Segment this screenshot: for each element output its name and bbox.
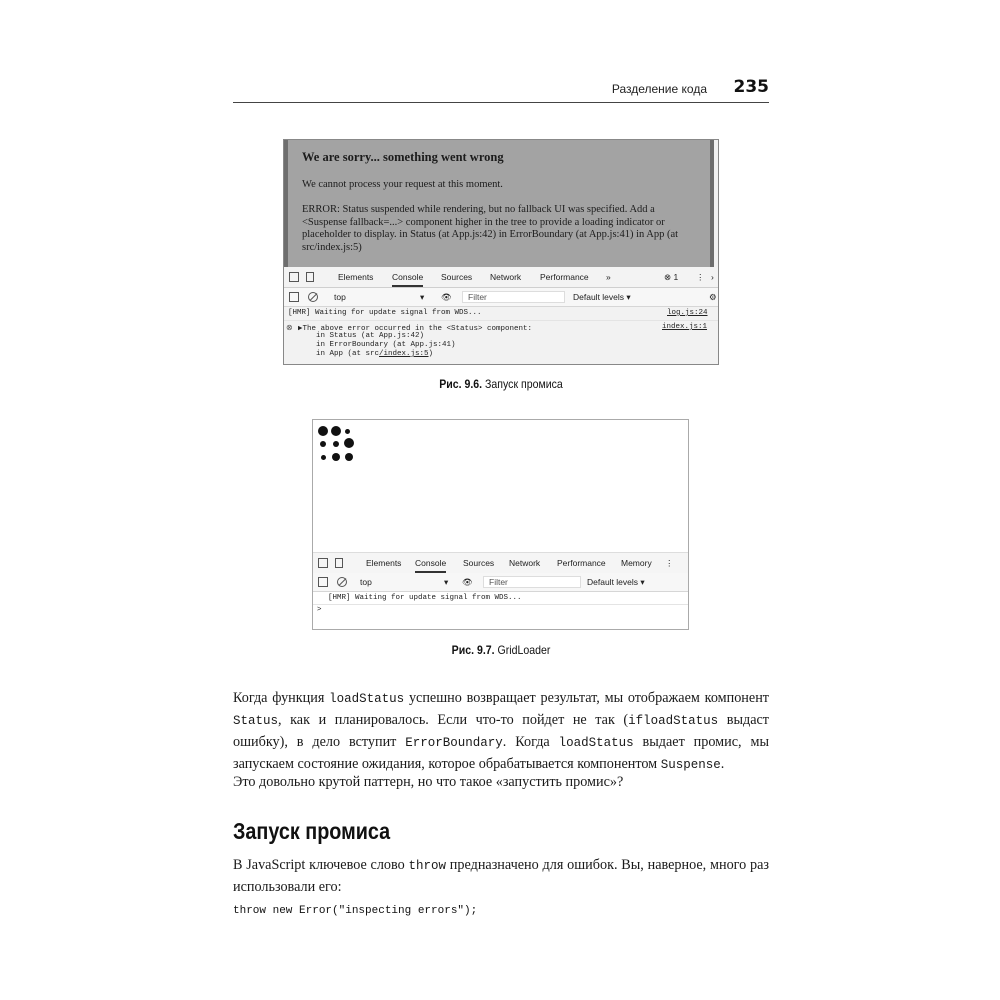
error-source-link[interactable]: index.js:1 (662, 323, 708, 331)
inspect-element-icon[interactable] (289, 272, 299, 282)
console-error-line-3: in ErrorBoundary (at App.js:41) (298, 341, 456, 349)
console-toolbar (284, 288, 718, 307)
paragraph-3 (233, 855, 769, 898)
tab-console[interactable]: Console (392, 272, 423, 287)
eye-icon[interactable]: 👁 (441, 292, 452, 302)
loader-dot (331, 426, 341, 436)
console-log-hmr: [HMR] Waiting for update signal from WDS... (328, 594, 522, 602)
loader-dot (344, 438, 354, 448)
device-toolbar-icon[interactable] (335, 558, 343, 568)
inline-code: loadStatus (558, 736, 634, 750)
devtools-tab-bar-2 (313, 552, 688, 574)
console-error-line-2: in Status (at App.js:42) (298, 332, 425, 340)
tab-performance[interactable]: Performance (557, 558, 606, 568)
device-toolbar-icon[interactable] (306, 272, 314, 282)
text: Когда функция (233, 690, 330, 706)
console-error-line-1[interactable]: ▶The above error occurred in the <Status> component: (298, 325, 533, 333)
inline-code: throw (408, 859, 447, 873)
chapter-title: Разделение кода (611, 82, 707, 96)
console-prompt[interactable]: > (317, 606, 322, 614)
log-divider (313, 604, 688, 605)
loader-dot (332, 453, 340, 461)
text: выдаст ошибку), в дело вступит (233, 712, 769, 750)
inline-code: ifloadStatus (628, 714, 719, 728)
figure-9-6-caption (265, 377, 737, 391)
log-levels-dropdown[interactable]: Default levels ▾ (587, 577, 645, 587)
text: . Когда (502, 734, 559, 750)
filter-input[interactable] (462, 291, 565, 303)
context-dropdown-icon[interactable]: ▾ (420, 292, 425, 302)
loader-dot (333, 441, 339, 447)
log-levels-dropdown[interactable]: Default levels ▾ (573, 292, 631, 302)
tab-elements[interactable]: Elements (366, 558, 402, 568)
close-devtools-icon[interactable]: › (711, 272, 714, 282)
inline-code: ErrorBoundary (405, 736, 503, 750)
clear-console-icon[interactable] (308, 292, 318, 302)
text: , как и планировалось. Если что-то пойдет не так ( (278, 712, 629, 728)
error-circle-icon: ⊗ (286, 323, 293, 332)
kebab-menu-icon[interactable]: ⋮ (665, 558, 674, 568)
loader-dot (345, 453, 353, 461)
error-count-badge[interactable] (664, 272, 678, 283)
tab-sources[interactable]: Sources (463, 558, 495, 568)
loader-dot (321, 455, 326, 460)
sidebar-toggle-icon[interactable] (289, 292, 299, 302)
filter-placeholder: Filter (489, 577, 508, 587)
eye-icon[interactable]: 👁 (462, 577, 473, 587)
error-icon: ⊗ (664, 272, 672, 282)
stack-text: in App (at src (298, 350, 380, 358)
kebab-menu-icon[interactable]: ⋮ (696, 272, 705, 282)
error-message: We cannot process your request at this moment. (302, 179, 503, 190)
page-number: 235 (733, 77, 769, 97)
inline-code: loadStatus (329, 692, 405, 706)
context-select[interactable]: top (360, 577, 372, 587)
error-details: ERROR: Status suspended while rendering, but no fallback UI was specified. Add a <Suspense fallback=...> component higher in the tree to provide a loading indicator or placeholder to display. in Status (at App.js:42) in ErrorBoundary (at App.js:41) in App (at src/index.js:5) (302, 204, 679, 253)
context-dropdown-icon[interactable]: ▾ (444, 577, 449, 587)
clear-console-icon[interactable] (337, 577, 347, 587)
tab-sources[interactable]: Sources (441, 272, 473, 282)
inspect-element-icon[interactable] (318, 558, 328, 568)
stack-source-link[interactable]: /index.js:5 (379, 350, 429, 358)
console-toolbar-2 (313, 573, 688, 592)
loader-dot (345, 429, 350, 434)
context-select[interactable]: top (334, 292, 346, 302)
paragraph-1 (233, 688, 769, 776)
stack-text-end: ) (428, 350, 434, 358)
running-header (233, 74, 769, 103)
caption-text: GridLoader (494, 643, 551, 657)
tab-network[interactable]: Network (509, 558, 541, 568)
tab-network[interactable]: Network (490, 272, 522, 282)
figure-9-7-caption (265, 643, 737, 657)
tab-elements[interactable]: Elements (338, 272, 374, 282)
console-error-line-4 (298, 350, 433, 358)
tab-performance[interactable]: Performance (540, 272, 589, 282)
sidebar-toggle-icon[interactable] (318, 577, 328, 587)
filter-input[interactable] (483, 576, 581, 588)
console-log-hmr: [HMR] Waiting for update signal from WDS... (288, 309, 482, 317)
figure-9-7-screenshot (312, 419, 689, 630)
text: . (720, 756, 725, 772)
paragraph-2: Это довольно крутой паттерн, но что такое «запустить промис»? (233, 774, 624, 790)
error-count: 1 (673, 272, 679, 282)
text: успешно возвращает результат, мы отображаем компонент (404, 690, 769, 706)
text: выдает промис, мы запускаем состояние ожидания, которое обрабатывается компонентом (233, 734, 769, 772)
error-heading: We are sorry... something went wrong (302, 150, 504, 164)
section-heading: Запуск промиса (233, 818, 391, 844)
text: предназначено для ошибок. Вы, наверное, много раз использовали его: (233, 857, 769, 895)
error-fallback-pane (284, 140, 714, 267)
log-source-link[interactable]: log.js:24 (667, 309, 708, 317)
caption-text: Запуск промиса (482, 377, 563, 391)
caption-label: Рис. 9.7. (451, 643, 495, 657)
inline-code: Suspense (660, 758, 721, 772)
text: В JavaScript ключевое слово (233, 857, 409, 873)
code-example: throw new Error("inspecting errors"); (233, 905, 478, 917)
tab-memory[interactable]: Memory (621, 558, 652, 568)
figure-9-6-screenshot (283, 139, 719, 365)
tab-console[interactable]: Console (415, 558, 446, 573)
loader-dot (318, 426, 328, 436)
log-divider (284, 320, 718, 321)
settings-gear-icon[interactable]: ⚙ (709, 292, 717, 302)
more-tabs-button[interactable]: » (606, 272, 611, 282)
inline-code: Status (233, 714, 279, 728)
filter-placeholder: Filter (468, 292, 487, 302)
loader-dot (320, 441, 326, 447)
caption-label: Рис. 9.6. (439, 377, 483, 391)
devtools-tab-bar (284, 267, 718, 288)
